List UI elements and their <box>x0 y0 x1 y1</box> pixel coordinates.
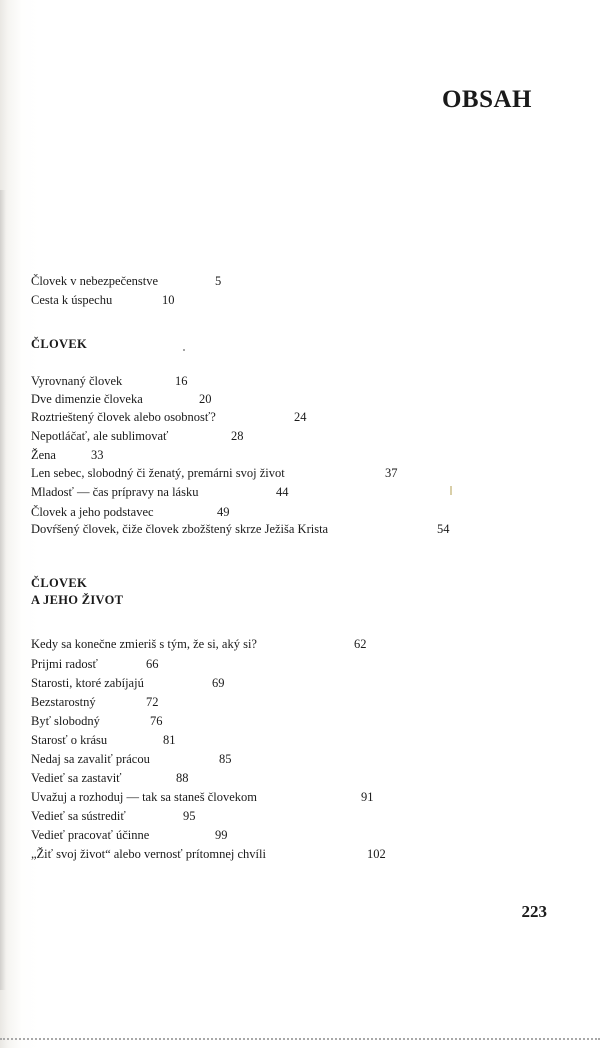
toc-entry <box>31 522 450 536</box>
toc-entry-page: 102 <box>367 847 386 861</box>
toc-entry <box>31 374 188 388</box>
print-mark <box>450 486 452 495</box>
toc-entry-page: 33 <box>91 448 104 462</box>
toc-entry-title: Bezstarostný <box>31 695 96 709</box>
toc-entry-page: 81 <box>163 733 176 747</box>
toc-entry-title: Mladosť — čas prípravy na lásku <box>31 485 199 499</box>
toc-entry-title: Nepotláčať, ale sublimovať <box>31 429 169 443</box>
toc-entry <box>31 695 159 709</box>
toc-entry <box>31 657 159 671</box>
page-number: 223 <box>521 902 547 921</box>
toc-entry-title: Žena <box>31 448 56 462</box>
toc-entry-title: Uvažuj a rozhoduj — tak sa staneš človekom <box>31 790 257 804</box>
toc-entry <box>31 293 175 307</box>
section-heading-line1: ČLOVEK <box>31 576 87 590</box>
toc-entry <box>31 676 225 690</box>
toc-entry-title: Vedieť sa sústrediť <box>31 809 126 823</box>
toc-entry-title: Len sebec, slobodný či ženatý, premárni svoj život <box>31 466 285 480</box>
toc-entry <box>31 790 374 804</box>
toc-entry <box>31 274 222 288</box>
print-speck <box>183 349 185 351</box>
toc-entry-title: Starosti, ktoré zabíjajú <box>31 676 144 690</box>
toc-entry <box>31 410 307 424</box>
toc-entry-page: 72 <box>146 695 159 709</box>
toc-entry-page: 5 <box>215 274 222 288</box>
toc-entry-page: 69 <box>212 676 225 690</box>
toc-entry-title: Človek a jeho podstavec <box>31 505 154 519</box>
toc-entry <box>31 637 367 651</box>
toc-entry <box>31 485 289 499</box>
toc-entry-title: Kedy sa konečne zmieriš s tým, že si, aký si? <box>31 637 257 651</box>
section-heading-line2: A JEHO ŽIVOT <box>31 593 124 607</box>
section-heading-clovek: ČLOVEK <box>31 337 87 351</box>
toc-entry-page: 99 <box>215 828 228 842</box>
toc-entry-title: Cesta k úspechu <box>31 293 113 307</box>
toc-entry-page: 88 <box>176 771 189 785</box>
toc-entry-title: Dovŕšený človek, čiže človek zbožštený skrze Ježiša Krista <box>31 522 329 536</box>
toc-entry-page: 20 <box>199 392 212 406</box>
section-heading-clovek-a-jeho-zivot <box>31 575 123 609</box>
toc-entry-page: 66 <box>146 657 159 671</box>
toc-entry-title: Vedieť pracovať účinne <box>31 828 150 842</box>
toc-entry-page: 44 <box>276 485 289 499</box>
toc-entry <box>31 809 196 823</box>
toc-entry-title: Byť slobodný <box>31 714 100 728</box>
toc-entry-page: 24 <box>294 410 307 424</box>
toc-entry <box>31 828 228 842</box>
toc-entry-page: 10 <box>162 293 175 307</box>
toc-entry-title: „Žiť svoj život“ alebo vernosť prítomnej chvíli <box>31 847 266 861</box>
toc-entry-page: 85 <box>219 752 232 766</box>
toc-entry-page: 62 <box>354 637 367 651</box>
toc-entry-title: Roztrieštený človek alebo osobnosť? <box>31 410 216 424</box>
toc-entry <box>31 448 104 462</box>
toc-entry-title: Nedaj sa zavaliť prácou <box>31 752 150 766</box>
toc-entry-title: Vedieť sa zastaviť <box>31 771 122 785</box>
page-bottom-edge <box>0 1038 600 1044</box>
toc-entry <box>31 505 230 519</box>
toc-entry <box>31 847 386 861</box>
toc-entry-title: Dve dimenzie človeka <box>31 392 143 406</box>
contents-title: OBSAH <box>441 86 532 113</box>
toc-entry-page: 49 <box>217 505 230 519</box>
toc-entry <box>31 466 398 480</box>
toc-entry-title: Vyrovnaný človek <box>31 374 123 388</box>
toc-entry-title: Starosť o krásu <box>31 733 108 747</box>
toc-entry-page: 91 <box>361 790 374 804</box>
toc-entry-page: 37 <box>385 466 398 480</box>
toc-entry <box>31 752 232 766</box>
toc-entry-page: 54 <box>437 522 450 536</box>
toc-entry-page: 76 <box>150 714 163 728</box>
toc-entry <box>31 733 176 747</box>
toc-entry-title: Prijmi radosť <box>31 657 98 671</box>
toc-entry-page: 28 <box>231 429 244 443</box>
toc-entry <box>31 429 244 443</box>
toc-entry-title: Človek v nebezpečenstve <box>31 274 159 288</box>
toc-entry <box>31 714 163 728</box>
toc-entry <box>31 771 189 785</box>
toc-entry-page: 16 <box>175 374 188 388</box>
spine-shadow <box>0 190 6 990</box>
toc-entry <box>31 392 212 406</box>
toc-entry-page: 95 <box>183 809 196 823</box>
